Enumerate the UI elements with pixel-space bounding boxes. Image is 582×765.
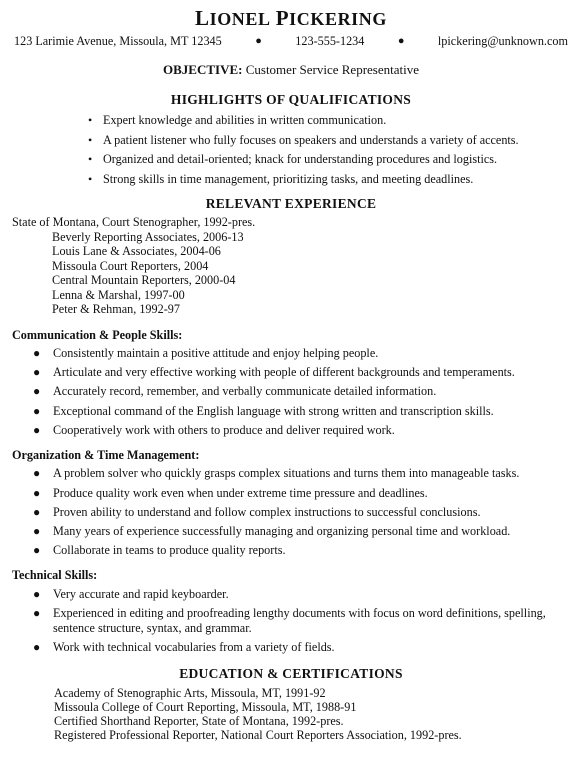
list-item: ● Consistently maintain a positive attitude and enjoy helping people. (33, 345, 379, 360)
name-last-rest: ICKERING (289, 9, 387, 29)
list-item: ● Articulate and very effective working with people of different backgrounds and temperaments. (33, 365, 515, 380)
bullet-icon: ● (33, 422, 41, 437)
bullet-icon: ● (33, 640, 41, 655)
education-title: EDUCATION & CERTIFICATIONS (179, 666, 403, 682)
skill-heading: Communication & People Skills: (12, 327, 183, 342)
list-item: Certified Shorthand Reporter, State of Montana, 1992-pres. (54, 714, 344, 729)
candidate-name (0, 0, 582, 30)
phone: 123-555-1234 (295, 34, 365, 48)
list-item: • Strong skills in time management, prioritizing tasks, and meeting deadlines. (0, 170, 582, 190)
list-item: Missoula College of Court Reporting, Missoula, MT, 1988-91 (54, 700, 357, 715)
bullet-icon: ● (33, 543, 41, 558)
list-item: ● Cooperatively work with others to produce and deliver required work. (33, 422, 395, 437)
objective (0, 61, 582, 78)
bullet-icon: ● (33, 345, 41, 360)
bullet-icon: ● (33, 524, 41, 539)
skill-list (0, 587, 582, 656)
bullet-icon: ● (33, 466, 41, 481)
bullet-icon: ● (33, 586, 41, 601)
list-item: ● Exceptional command of the English language with strong written and transcription skills. (33, 403, 494, 418)
list-item: ● Many years of experience successfully managing and organizing personal time and workload. (33, 524, 511, 539)
highlights-list (0, 111, 582, 189)
bullet-icon: ● (397, 35, 405, 47)
list-item: ● A problem solver who quickly grasps complex situations and turns them into manageable tasks. (33, 466, 520, 481)
list-item: Louis Lane & Associates, 2004-06 (52, 244, 221, 258)
list-item: ● Produce quality work even when under extreme time pressure and deadlines. (33, 485, 428, 500)
bullet-icon: ● (33, 504, 41, 519)
list-item: ● Experienced in editing and proofreading lengthy documents with focus on word definitions, spelling, sentence structure, syntax, and grammar. (33, 606, 546, 636)
list-item: ● Accurately record, remember, and verbally communicate detailed information. (33, 384, 437, 399)
bullet-icon: • (88, 113, 93, 127)
address: 123 Larimie Avenue, Missoula, MT 12345 (14, 34, 222, 48)
list-item: • Organized and detail-oriented; knack for understanding procedures and logistics. (0, 150, 582, 170)
bullet-icon: ● (33, 384, 41, 399)
skill-list (0, 466, 582, 558)
name-first-rest: IONEL (209, 9, 271, 29)
objective-text: Customer Service Representative (245, 62, 419, 77)
objective-label: OBJECTIVE: (163, 62, 243, 77)
skill-heading: Organization & Time Management: (12, 447, 200, 462)
contact-line (0, 33, 582, 49)
list-item: ● Collaborate in teams to produce quality reports. (33, 543, 286, 558)
list-item: Peter & Rehman, 1992-97 (52, 302, 180, 316)
bullet-icon: • (88, 152, 93, 166)
highlights-title: HIGHLIGHTS OF QUALIFICATIONS (170, 92, 412, 107)
bullet-icon: ● (33, 606, 41, 621)
education-list (0, 686, 582, 742)
experience-main: State of Montana, Court Stenographer, 1992-pres. (12, 215, 256, 229)
list-item: Missoula Court Reporters, 2004 (52, 258, 209, 273)
experience-title: RELEVANT EXPERIENCE (205, 196, 377, 211)
list-item: ● Very accurate and rapid keyboarder. (33, 586, 229, 601)
email: lpickering@unknown.com (437, 34, 568, 48)
list-item: Academy of Stenographic Arts, Missoula, MT, 1991-92 (54, 686, 326, 701)
experience-sub-list (0, 230, 582, 317)
name-initial-last: P (275, 6, 290, 30)
skill-heading: Technical Skills: (12, 568, 98, 583)
list-item: Central Mountain Reporters, 2000-04 (52, 273, 236, 287)
bullet-icon: ● (33, 365, 41, 380)
skill-list (0, 346, 582, 438)
bullet-icon: ● (33, 485, 41, 500)
list-item: Registered Professional Reporter, National Court Reporters Association, 1992-pres. (54, 728, 462, 743)
bullet-icon: • (88, 132, 93, 147)
bullet-icon: ● (33, 403, 41, 418)
bullet-icon: ● (255, 35, 262, 47)
list-item: Beverly Reporting Associates, 2006-13 (52, 229, 244, 244)
list-item: • Expert knowledge and abilities in written communication. (0, 111, 582, 131)
list-item: • A patient listener who fully focuses on speakers and understands a variety of accents. (0, 131, 582, 151)
list-item: ● Proven ability to understand and follow complex instructions to successful conclusions. (33, 504, 481, 519)
list-item: ● Work with technical vocabularies from a variety of fields. (33, 640, 335, 655)
bullet-icon: • (88, 171, 93, 186)
list-item: Lenna & Marshal, 1997-00 (52, 287, 185, 302)
name-initial-first: L (194, 6, 210, 30)
